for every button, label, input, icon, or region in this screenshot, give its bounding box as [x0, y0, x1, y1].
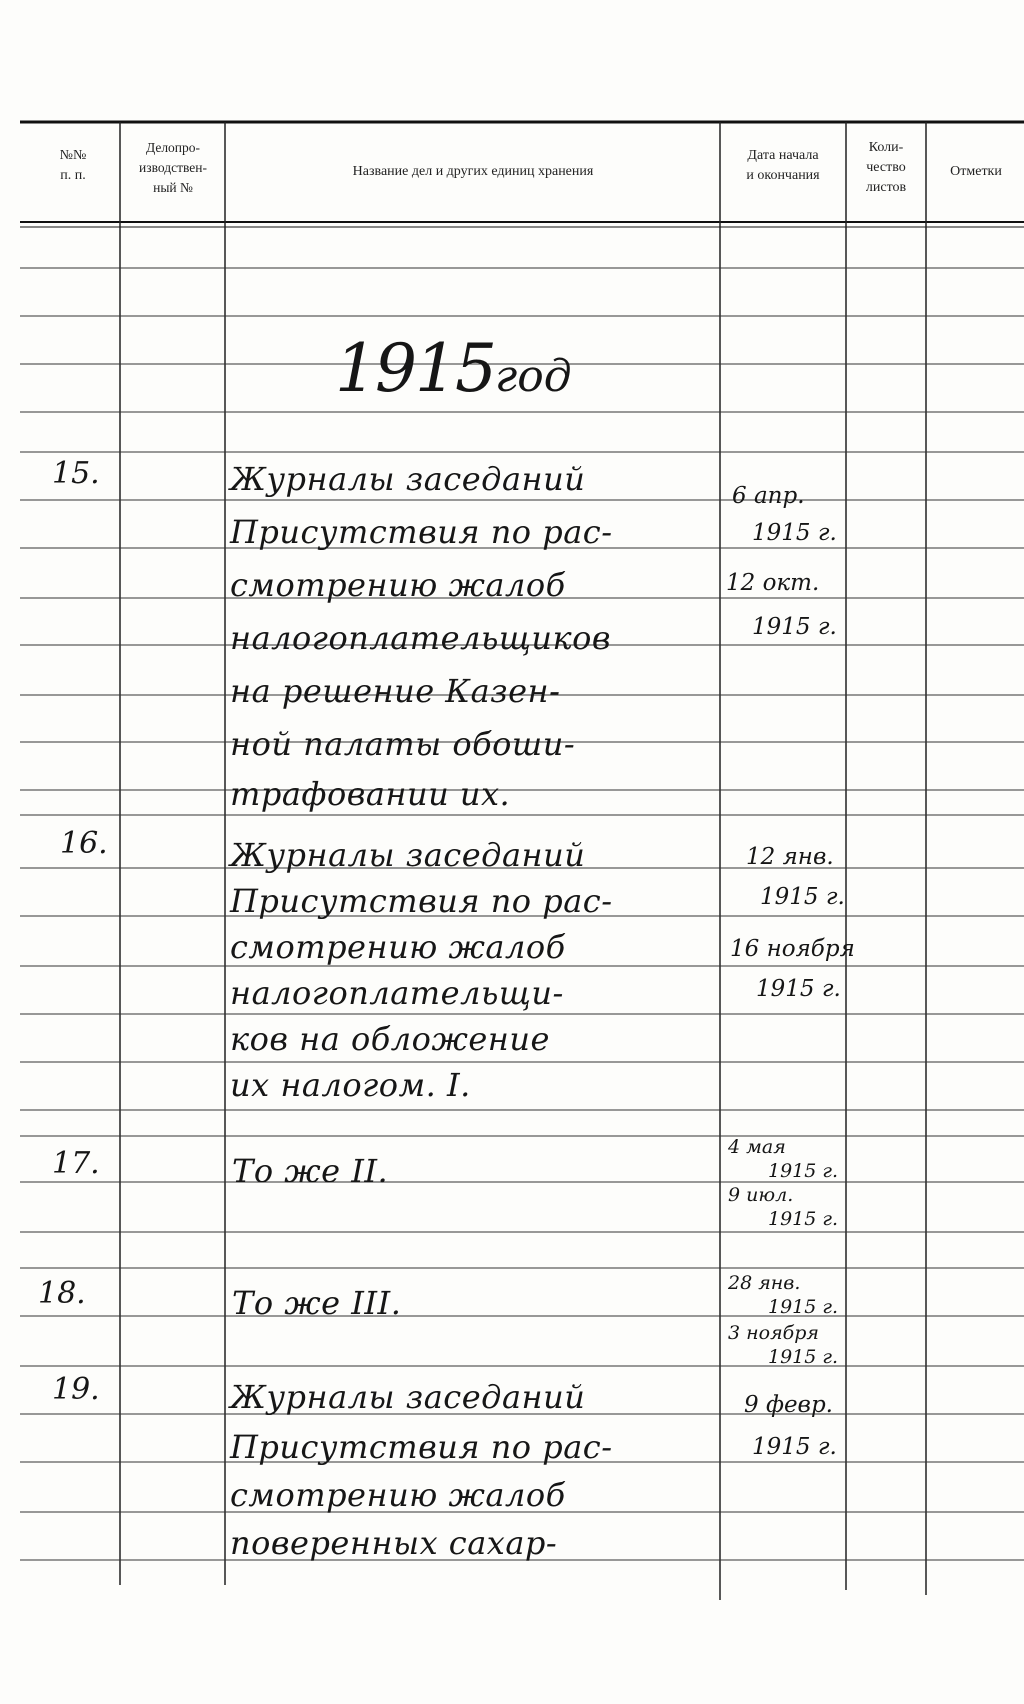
entry-title-line: поверенных сахар-	[230, 1524, 558, 1562]
year-number: 1915	[335, 330, 495, 407]
entry-date: 16 ноября	[730, 936, 855, 962]
entry-date: 9 февр.	[744, 1392, 833, 1418]
entry-title-line: их налогом. I.	[230, 1066, 471, 1104]
entry-date: 9 июл.	[728, 1184, 794, 1206]
entry-date: 12 янв.	[746, 844, 834, 870]
entry-date: 1915 г.	[752, 520, 837, 546]
entry-title-line: налогоплательщиков	[230, 619, 612, 657]
entry-title-line: То же II.	[232, 1152, 389, 1190]
entry-title-line: смотрению жалоб	[230, 1476, 566, 1514]
entry-number: 18.	[38, 1276, 86, 1311]
entry-title-line: Журналы заседаний	[230, 460, 586, 498]
year-word: год	[494, 351, 572, 402]
entry-number: 19.	[52, 1372, 100, 1407]
entry-title-line: ной палаты обоши-	[230, 725, 576, 763]
entry-number: 17.	[52, 1146, 100, 1181]
entry-date: 1915 г.	[768, 1346, 839, 1368]
entry-title-line: Присутствия по рас-	[230, 513, 613, 551]
entry-date: 6 апр.	[732, 483, 805, 509]
entry-date: 1915 г.	[756, 976, 841, 1002]
entry-title-line: Журналы заседаний	[230, 1378, 586, 1416]
entry-title-line: Присутствия по рас-	[230, 1428, 613, 1466]
header-col-dates: Дата начала и окончания	[746, 148, 820, 183]
entry-title-line: Присутствия по рас-	[230, 882, 613, 920]
entry-date: 12 окт.	[726, 570, 820, 596]
entry-title-line: ков на обложение	[230, 1020, 550, 1058]
header-col-sheets: Коли- чество листов	[865, 140, 907, 195]
entry-title-line: налогоплательщи-	[230, 974, 564, 1012]
entry-date: 28 янв.	[728, 1272, 801, 1294]
entry-title-line: То же III.	[232, 1284, 402, 1322]
entry-date: 3 ноября	[728, 1322, 820, 1344]
entry-title-line: смотрению жалоб	[230, 928, 566, 966]
entry-date: 1915 г.	[752, 1434, 837, 1460]
entry-date: 1915 г.	[768, 1296, 839, 1318]
entry-title-line: Журналы заседаний	[230, 836, 586, 874]
entry-date: 1915 г.	[760, 884, 845, 910]
entry-title-line: трафовании их.	[230, 775, 511, 813]
header-col-notes: Отметки	[950, 164, 1002, 179]
header-col-title: Название дел и других единиц хранения	[352, 164, 594, 179]
entry-date: 1915 г.	[752, 614, 837, 640]
entry-number: 16.	[60, 826, 108, 861]
entry-date: 1915 г.	[768, 1208, 839, 1230]
year-heading	[335, 330, 572, 407]
entry-date: 1915 г.	[768, 1160, 839, 1182]
entry-title-line: на решение Казен-	[230, 672, 561, 710]
header-col-office-number: Делопро- изводствен- ный №	[139, 140, 207, 195]
header-col-number: №№ п. п.	[59, 148, 87, 183]
entry-date: 4 мая	[728, 1136, 786, 1158]
entry-title-line: смотрению жалоб	[230, 566, 566, 604]
entry-number: 15.	[52, 456, 100, 491]
